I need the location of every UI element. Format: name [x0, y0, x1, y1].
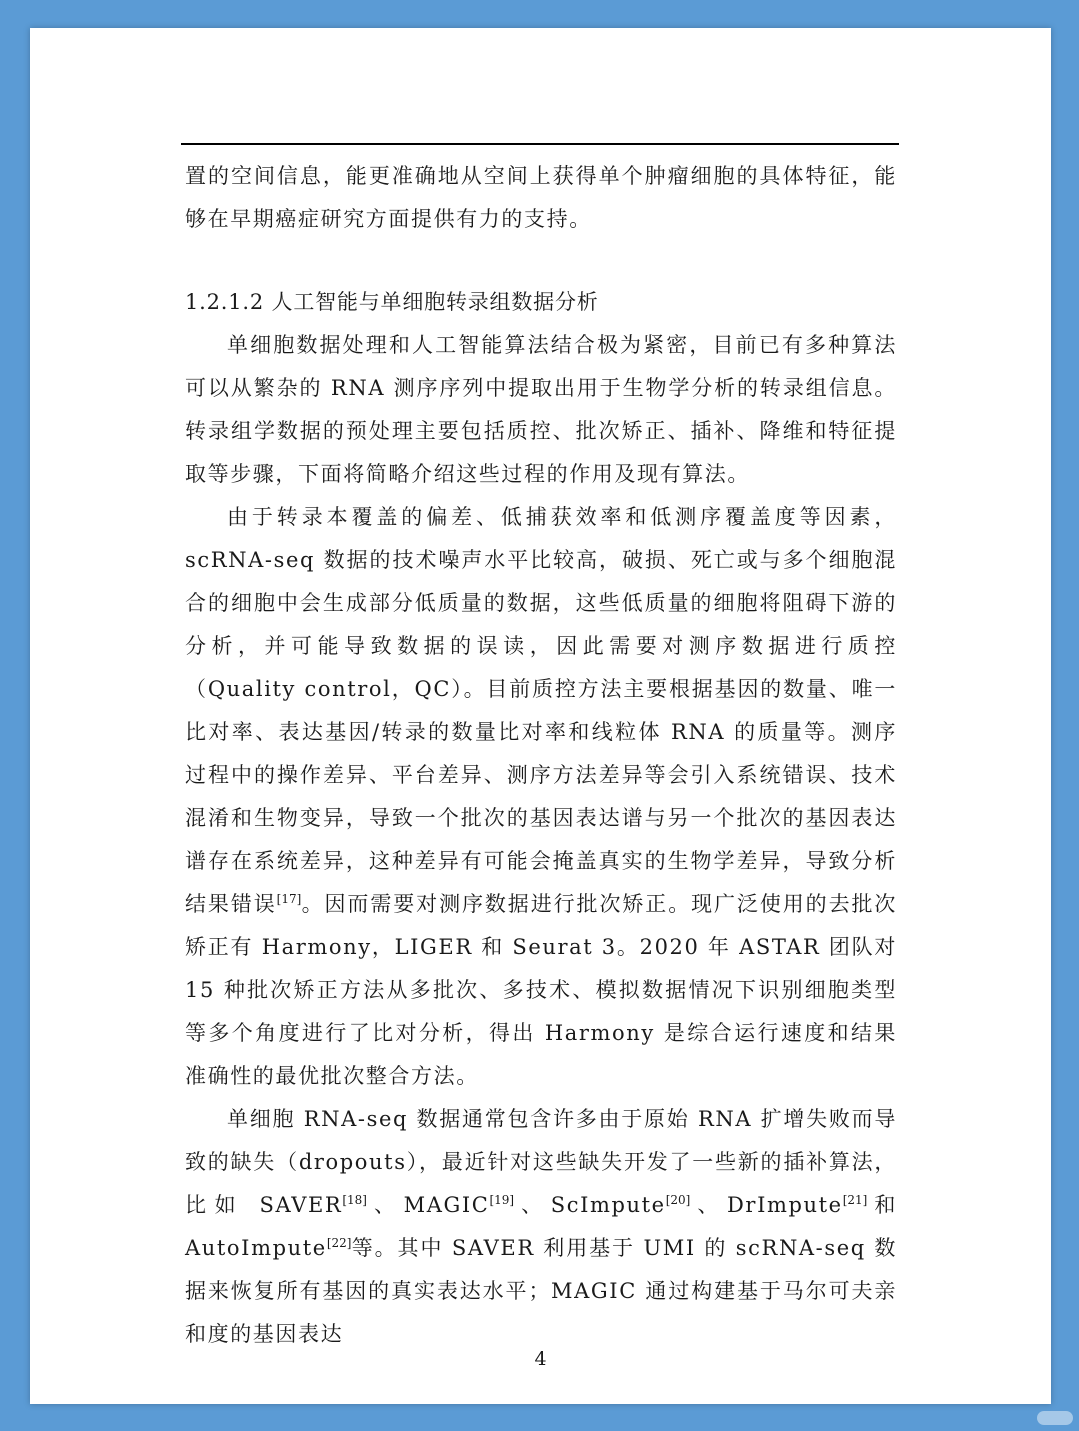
citation-22: [22]: [326, 1236, 352, 1250]
paragraph-3-text-d: 、DrImpute: [690, 1193, 843, 1217]
page-number: 4: [534, 1348, 547, 1370]
paragraph-3-text-f: 等。其中 SAVER 利用基于 UMI 的 scRNA-seq 数据来恢复所有基因的真实表达水平；MAGIC 通过构建基于马尔可夫亲和度的基因表达: [185, 1236, 897, 1346]
citation-21: [21]: [842, 1193, 868, 1207]
paragraph-3-text-c: 、ScImpute: [514, 1193, 666, 1217]
citation-18: [18]: [342, 1193, 367, 1207]
citation-17: [17]: [276, 892, 302, 906]
body-text: [185, 155, 897, 1356]
citation-20: [20]: [665, 1193, 691, 1207]
paragraph-3: [185, 1098, 897, 1356]
citation-19: [19]: [489, 1193, 515, 1207]
paragraph-2-text-b: 。因而需要对测序数据进行批次矫正。现广泛使用的去批次矫正有 Harmony，LIGER 和 Seurat 3。2020 年 ASTAR 团队对 15 种批次矫正方法从多批次、多技术、模拟数据情况下识别细胞类型等多个角度进行了比对分析，得出 Harmony 是综合运行速度和结果准确性的最优批次整合方法。: [185, 892, 897, 1088]
paragraph-2: [185, 496, 897, 1098]
continuation-paragraph: 置的空间信息，能更准确地从空间上获得单个肿瘤细胞的具体特征，能够在早期癌症研究方面提供有力的支持。: [185, 164, 897, 231]
section-heading: 1.2.1.2 人工智能与单细胞转录组数据分析: [185, 290, 599, 314]
paragraph-2-text-a: 由于转录本覆盖的偏差、低捕获效率和低测序覆盖度等因素，scRNA-seq 数据的技术噪声水平比较高，破损、死亡或与多个细胞混合的细胞中会生成部分低质量的数据，这些低质量的细胞将阻碍下游的分析，并可能导致数据的误读，因此需要对测序数据进行质控（Quality control，QC）。目前质控方法主要根据基因的数量、唯一比对率、表达基因/转录的数量比对率和线粒体 RNA 的质量等。测序过程中的操作差异、平台差异、测序方法差异等会引入系统错误、技术混淆和生物变异，导致一个批次的基因表达谱与另一个批次的基因表达谱存在系统差异，这种差异有可能会掩盖真实的生物学差异，导致分析结果错误: [185, 505, 897, 916]
paragraph-3-text-a: 单细胞 RNA-seq 数据通常包含许多由于原始 RNA 扩增失败而导致的缺失（dropouts），最近针对这些缺失开发了一些新的插补算法，比如 SAVER: [185, 1107, 897, 1217]
header-rule: [181, 143, 899, 145]
document-page: [30, 28, 1051, 1404]
paragraph-1: 单细胞数据处理和人工智能算法结合极为紧密，目前已有多种算法可以从繁杂的 RNA 测序序列中提取出用于生物学分析的转录组信息。转录组学数据的预处理主要包括质控、批次矫正、插补、降维和特征提取等步骤，下面将简略介绍这些过程的作用及现有算法。: [185, 333, 897, 486]
watermark-badge: [1037, 1411, 1073, 1425]
paragraph-3-text-b: 、MAGIC: [366, 1193, 490, 1217]
paragraph-3-text-e: 和 AutoImpute: [185, 1193, 897, 1260]
